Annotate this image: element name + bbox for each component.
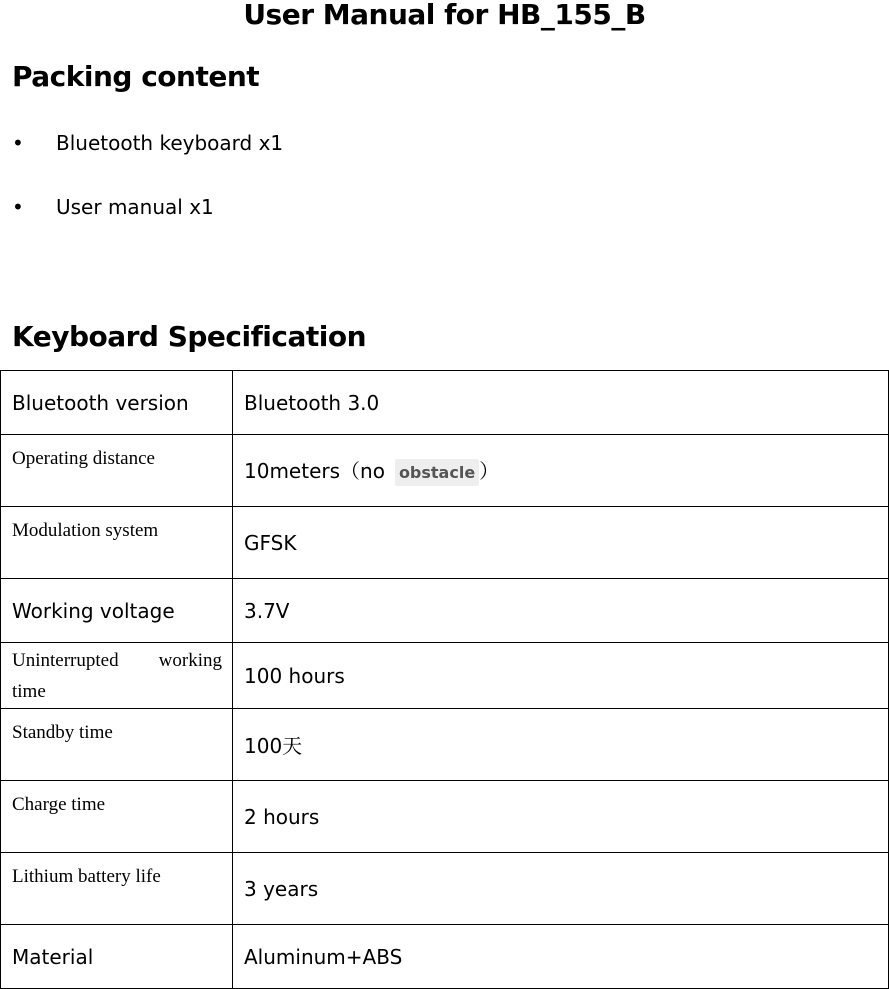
spec-value: 3 years [233, 853, 889, 925]
spec-label: Lithium battery life [1, 853, 233, 925]
spec-value-prefix: 10meters（no [244, 459, 385, 483]
spec-value-suffix: ） [479, 459, 500, 483]
spec-value: Aluminum+ABS [233, 925, 889, 989]
packing-item-text: Bluetooth keyboard x1 [56, 131, 284, 155]
spec-value: Bluetooth 3.0 [233, 371, 889, 435]
spec-label: Uninterrupted working time [1, 643, 233, 709]
spec-label: Operating distance [1, 435, 233, 507]
spec-label: Standby time [1, 709, 233, 781]
keyboard-spec-heading: Keyboard Specification [12, 320, 367, 353]
spec-table [0, 370, 889, 989]
packing-list-item [12, 131, 283, 155]
packing-item-text: User manual x1 [56, 195, 214, 219]
table-row [1, 853, 889, 925]
packing-content-heading: Packing content [12, 60, 260, 93]
table-row [1, 925, 889, 989]
table-row [1, 371, 889, 435]
table-row [1, 643, 889, 709]
spec-label: Modulation system [1, 507, 233, 579]
table-row [1, 709, 889, 781]
packing-list-item [12, 195, 214, 219]
spec-label: Material [1, 925, 233, 989]
table-row [1, 579, 889, 643]
bullet-icon: • [12, 131, 24, 155]
table-row [1, 507, 889, 579]
spec-value: 3.7V [233, 579, 889, 643]
spec-value [233, 435, 889, 507]
document-title: User Manual for HB_155_B [243, 0, 646, 31]
spec-value: 100 hours [233, 643, 889, 709]
spec-value: 100天 [233, 709, 889, 781]
obstacle-badge: obstacle [395, 459, 479, 486]
bullet-icon: • [12, 195, 24, 219]
spec-label: Bluetooth version [1, 371, 233, 435]
spec-label: Working voltage [1, 579, 233, 643]
spec-value: 2 hours [233, 781, 889, 853]
spec-value: GFSK [233, 507, 889, 579]
table-row [1, 781, 889, 853]
table-row [1, 435, 889, 507]
spec-label: Charge time [1, 781, 233, 853]
